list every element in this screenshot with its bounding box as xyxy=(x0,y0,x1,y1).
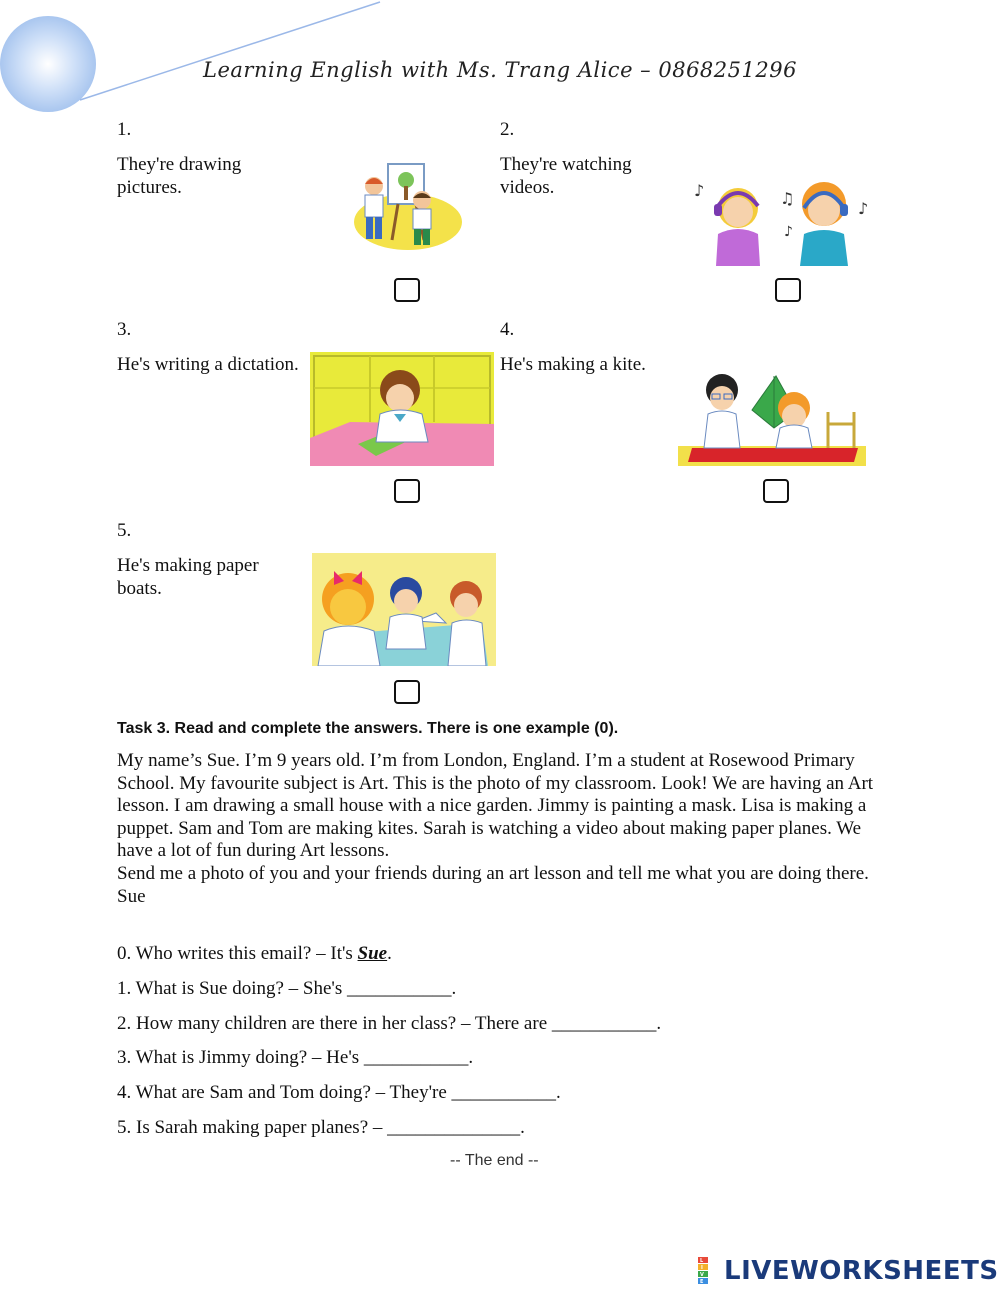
passage-paragraph: My name’s Sue. I’m 9 years old. I’m from London, England. I’m a student at Rosewood Primary School. My favourite subject is Art. This is the photo of my classroom. Look! We are having an Art lesson. I am drawing a small house with a nice garden. Jimmy is painting a mask. Lisa is making a puppet. Sam and Tom are making kites. Sarah is watching a video about making paper planes. We have a lot of fun during Art lessons. xyxy=(117,750,874,862)
svg-text:V: V xyxy=(700,1272,704,1278)
svg-text:I: I xyxy=(701,1265,703,1271)
passage-paragraph: Send me a photo of you and your friends during an art lesson and tell me what you are doing there. xyxy=(117,862,869,884)
boy-writing-illustration xyxy=(310,352,494,466)
svg-text:E: E xyxy=(700,1279,704,1285)
item-caption: He's writing a dictation. xyxy=(117,354,299,375)
question-5[interactable]: 5. Is Sarah making paper planes? – ______________. xyxy=(117,1117,525,1138)
svg-text:♪: ♪ xyxy=(858,199,869,218)
question-1[interactable]: 1. What is Sue doing? – She's ___________. xyxy=(117,978,457,999)
item-number: 5. xyxy=(117,520,132,541)
item-caption: He's making paper boats. xyxy=(117,555,259,599)
children-with-headphones-illustration xyxy=(688,176,876,266)
item-checkbox[interactable] xyxy=(763,479,789,503)
item-checkbox[interactable] xyxy=(394,680,420,704)
svg-text:L: L xyxy=(700,1258,704,1264)
question-4[interactable]: 4. What are Sam and Tom doing? – They're ___________. xyxy=(117,1082,561,1103)
page-header-title: Learning English with Ms. Trang Alice – 0868251296 xyxy=(203,58,797,82)
item-number: 4. xyxy=(500,319,515,340)
example-answer: Sue xyxy=(357,943,388,964)
svg-text:♫: ♫ xyxy=(780,189,795,208)
the-end-text: -- The end -- xyxy=(450,1152,539,1169)
question-2[interactable]: 2. How many children are there in her class? – There are ___________. xyxy=(117,1013,662,1034)
children-drawing-illustration xyxy=(350,160,462,252)
task3-passage xyxy=(117,750,897,908)
passage-signature: Sue xyxy=(117,885,146,907)
children-making-paper-boats-illustration xyxy=(312,553,496,666)
svg-text:♪: ♪ xyxy=(694,181,705,200)
item-checkbox[interactable] xyxy=(394,479,420,503)
brand-name: LIVEWORKSHEETS xyxy=(724,1256,999,1286)
task3-title: Task 3. Read and complete the answers. There is one example (0). xyxy=(117,720,619,737)
svg-text:♪: ♪ xyxy=(784,224,793,240)
example-suffix: . xyxy=(387,943,392,964)
liveworksheets-logo xyxy=(698,1256,999,1286)
question-3[interactable]: 3. What is Jimmy doing? – He's ___________. xyxy=(117,1047,474,1068)
item-checkbox[interactable] xyxy=(775,278,801,302)
item-number: 3. xyxy=(117,319,132,340)
item-caption: They're watching videos. xyxy=(500,154,632,198)
boys-making-kite-illustration xyxy=(678,372,866,466)
live-badge-icon xyxy=(698,1257,720,1285)
example-prefix: 0. Who writes this email? – It's xyxy=(117,943,358,964)
item-caption: They're drawing pictures. xyxy=(117,154,242,198)
item-number: 2. xyxy=(500,119,515,140)
item-number: 1. xyxy=(117,119,132,140)
example-question xyxy=(117,943,392,965)
item-checkbox[interactable] xyxy=(394,278,420,302)
item-caption: He's making a kite. xyxy=(500,354,646,375)
